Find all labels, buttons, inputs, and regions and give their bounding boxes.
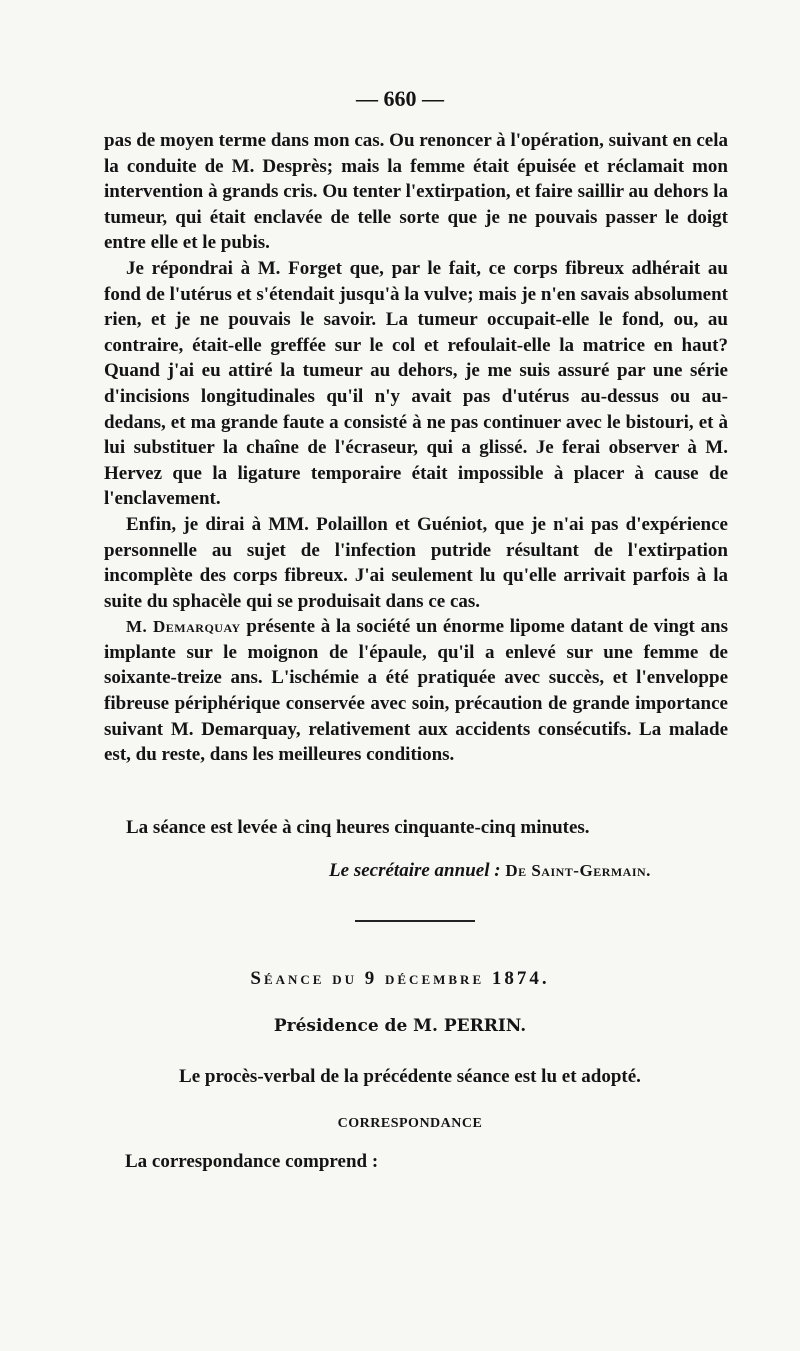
paragraph-reply-forget: Je répondrai à M. Forget que, par le fait, ce corps fibreux adhérait au fond de l'utérus et s'étendait jusqu'à la vulve; mais je n'en savais absolument rien, et je ne pouvais le savoir. La tumeur occupait-elle le fond, ou, au contraire, était-elle greffée sur le col et refoulait-elle la matrice en haut? Quand j'ai eu attiré la tumeur au dehors, je me suis assuré par une série d'incisions longitudinales qu'il n'y avait pas d'utérus au-dessus ou au-dedans, et ma grande faute a consisté à ne pas continuer avec le bistouri, et à lui substituer la chaîne de l'écraseur, qui a glissé. Je ferai observer à M. Hervez que la ligature temporaire était impossible à placer à cause de l'enclavement. [104,257,728,510]
secretary-name: De Saint-Germain. [505,861,651,880]
section-divider [355,920,475,922]
paragraph-continuation: pas de moyen terme dans mon cas. Ou renoncer à l'opération, suivant en cela la conduite de M. Desprès; mais la femme était épuisée et réclamait mon intervention à grands cris. Ou tenter l'extirpation, et faire saillir au dehors la tumeur, qui était enclavée de telle sorte que je ne pouvais passer le doigt entre elle et le pubis. [104,130,728,254]
paragraph-demarquay [104,614,728,768]
proces-verbal-line: Le procès-verbal de la précédente séance est lu et adopté. [179,1066,641,1087]
speaker-name: M. Demarquay [126,617,241,637]
correspondance-intro: La correspondance comprend : [125,1151,379,1172]
seance-title: Séance du 9 décembre 1874. [250,968,550,989]
demarquay-text: présente à la société un énorme lipome datant de vingt ans implante sur le moignon de l'épaule, qu'il a enlevé sur une femme de soixante-treize ans. L'ischémie a été pratiquée avec succès, et l'enveloppe fibreuse périphérique conservée avec soin, précaution de grande importance suivant M. Demarquay, relativement aux accidents consécutifs. La malade est, du reste, dans les meilleures conditions. [104,616,728,766]
closing-line: La séance est levée à cinq heures cinquante-cinq minutes. [126,817,590,838]
page-number: — 660 — [356,86,444,111]
presidence-line: Présidence de M. PERRIN. [273,1016,527,1036]
body-text [104,128,728,768]
paragraph-reply-polaillon: Enfin, je dirai à MM. Polaillon et Guéniot, que je n'ai pas d'expérience personnelle au sujet de l'infection putride résultant de l'extirpation incomplète des corps fibreux. J'ai seulement lu qu'elle arrivait parfois à la suite du sphacèle qui se produisait dans ce cas. [104,513,728,612]
correspondance-heading: CORRESPONDANCE [337,1116,483,1131]
secretary-label: Le secrétaire annuel : [329,860,501,881]
closing-block [104,815,728,841]
secretary-signature [90,860,800,882]
